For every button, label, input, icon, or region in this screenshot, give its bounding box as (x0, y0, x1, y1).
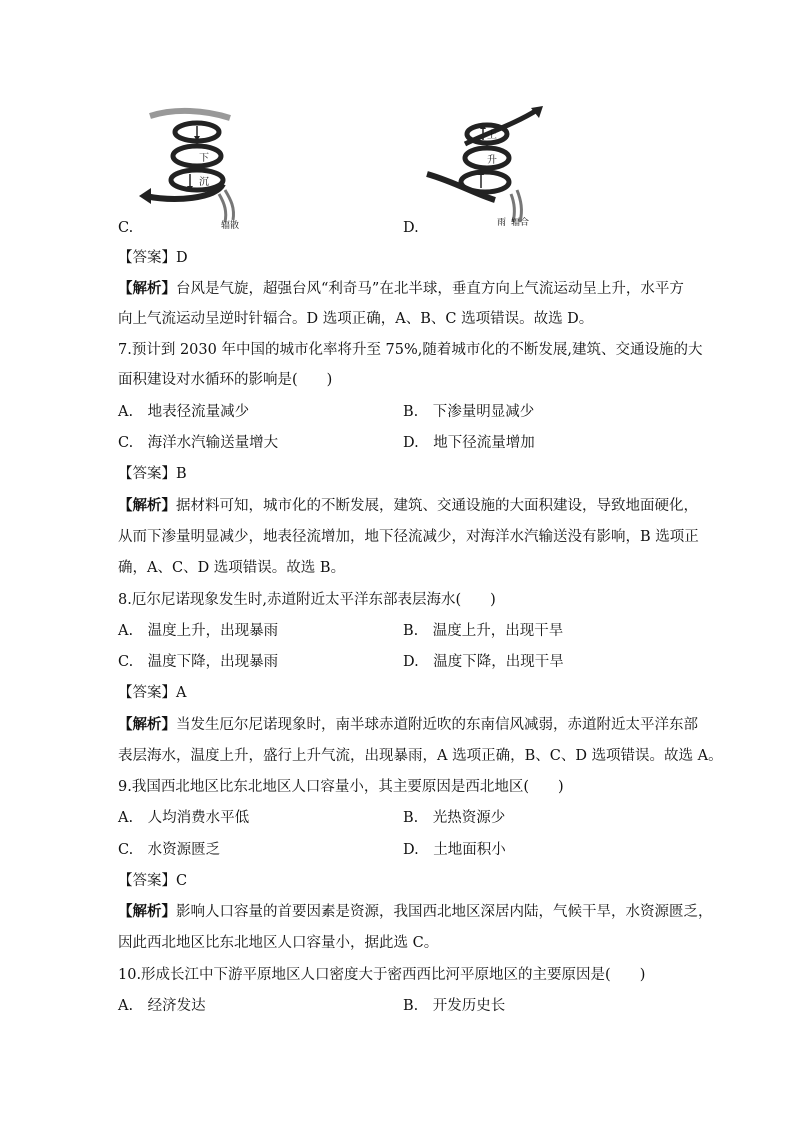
swirl-top (150, 111, 230, 118)
q9-analysis-1: 【解析】影响人口容量的首要因素是资源，我国西北地区深居内陆，气候干旱，水资源匮乏， (118, 903, 713, 920)
q10-option-b: B. 开发历史长 (403, 998, 506, 1014)
q8-option-b: B. 温度上升，出现干旱 (403, 623, 564, 639)
q7-option-b: B. 下渗量明显减少 (403, 404, 535, 420)
q8-option-d: D. 温度下降，出现干旱 (403, 654, 564, 670)
q10-option-a: A. 经济发达 (118, 998, 206, 1014)
q10-stem-1: 10.形成长江中下游平原地区人口密度大于密西西比河平原地区的主要原因是( ) (118, 967, 646, 983)
rise-word-1: 上 (487, 130, 497, 141)
q8-analysis-1: 【解析】当发生厄尔尼诺现象时，南半球赤道附近吹的东南信风减弱，赤道附近太平洋东部 (118, 716, 698, 733)
q6-answer: 【答案】D (118, 250, 188, 266)
converge-caption: 辐合 (511, 218, 530, 228)
q9-option-a: A. 人均消费水平低 (118, 810, 250, 826)
q7-analysis-3: 确，A、C、D 选项错误。故选 B。 (118, 560, 346, 576)
q9-stem-1: 9.我国西北地区比东北地区人口容量小，其主要原因是西北地区( ) (118, 779, 564, 795)
q7-analysis-1: 【解析】据材料可知，城市化的不断发展，建筑、交通设施的大面积建设，导致地面硬化， (118, 497, 698, 514)
rain-caption: 雨 (497, 218, 507, 228)
q7-analysis-2: 从而下渗量明显减少，地表径流增加，地下径流减少，对海洋水汽输送没有影响，B 选项正 (118, 529, 699, 545)
q8-option-a: A. 温度上升，出现暴雨 (118, 623, 279, 639)
q9-analysis-2: 因此西北地区比东北地区人口容量小，据此选 C。 (118, 935, 439, 951)
q7-answer: 【答案】B (118, 466, 187, 482)
rising-airflow-diagram (425, 104, 555, 232)
q7-stem-2: 面积建设对水循环的影响是( ) (118, 372, 333, 388)
q7-option-a: A. 地表径流量减少 (118, 404, 250, 420)
q9-option-c: C. 水资源匮乏 (118, 842, 221, 858)
q8-analysis-2: 表层海水，温度上升，盛行上升气流，出现暴雨，A 选项正确，B、C、D 选项错误。故选 A。 (118, 748, 723, 764)
analysis-tag: 【解析】 (118, 716, 176, 733)
q8-option-c: C. 温度下降，出现暴雨 (118, 654, 279, 670)
q8-answer: 【答案】A (118, 685, 187, 701)
q7-option-c: C. 海洋水汽输送量增大 (118, 435, 279, 451)
sink-word-1: 下 (199, 153, 209, 164)
sinking-airflow-diagram (135, 104, 255, 232)
analysis-tag: 【解析】 (118, 497, 176, 514)
rise-word-2: 升 (487, 155, 497, 166)
q6-analysis-2: 向上气流运动呈逆时针辐合。D 选项正确，A、B、C 选项错误。故选 D。 (118, 311, 594, 327)
q9-option-d: D. 土地面积小 (403, 842, 506, 858)
analysis-tag: 【解析】 (118, 280, 176, 297)
q9-answer: 【答案】C (118, 873, 188, 889)
option-d-label: D. (403, 220, 419, 236)
q8-stem-1: 8.厄尔尼诺现象发生时,赤道附近太平洋东部表层海水( ) (118, 592, 496, 608)
outflow-arrow-icon (139, 188, 151, 204)
sink-word-2: 沉 (199, 177, 209, 188)
diverge-caption: 辐散 (221, 221, 240, 231)
q6-analysis-1: 【解析】台风是气旋，超强台风“利奇马”在北半球，垂直方向上气流运动呈上升，水平方 (118, 280, 684, 297)
q7-option-d: D. 地下径流量增加 (403, 435, 535, 451)
q7-stem-1: 7.预计到 2030 年中国的城市化率将升至 75%,随着城市化的不断发展,建筑、交通设施的大 (118, 342, 703, 358)
analysis-tag: 【解析】 (118, 903, 176, 920)
option-c-label: C. (118, 220, 134, 236)
q9-option-b: B. 光热资源少 (403, 810, 506, 826)
